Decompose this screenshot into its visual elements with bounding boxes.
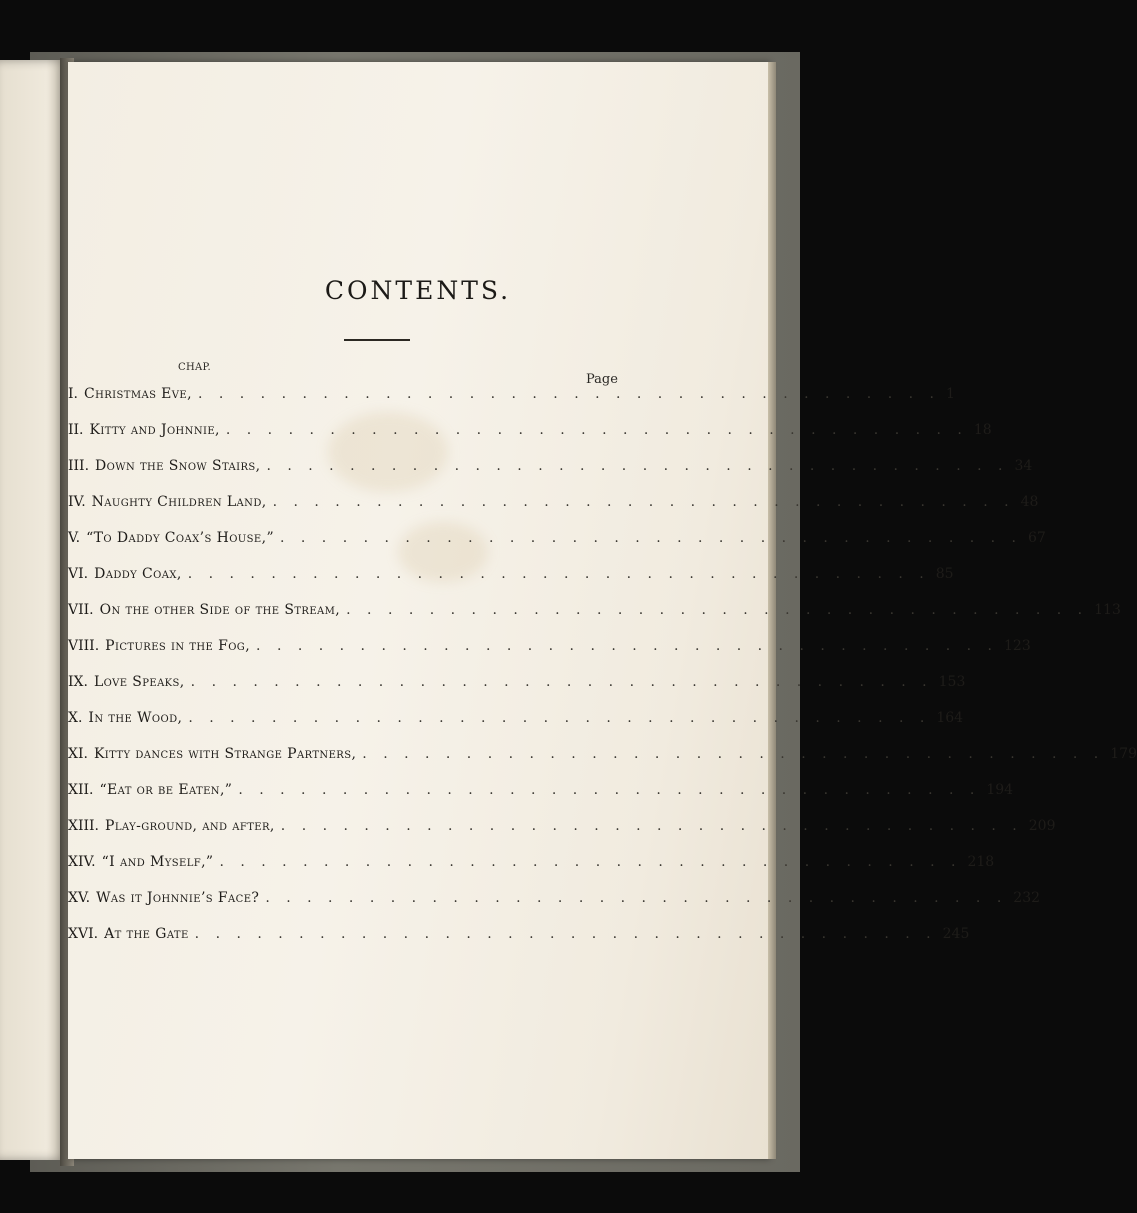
chapter-number: III.	[68, 458, 90, 474]
page-number: 34	[1014, 458, 1033, 474]
chapter-title: Love Speaks,	[93, 674, 185, 690]
page-column-header: Page	[586, 372, 618, 387]
page-number: 218	[967, 854, 995, 870]
left-page	[0, 60, 66, 1160]
toc-entry	[68, 884, 1041, 906]
dot-leader: . . . . . . . . . . . . . . . . . . . . . . . . . . . . . . . . . . . .	[272, 494, 1015, 510]
chapter-number: II.	[68, 422, 84, 438]
table-of-contents	[68, 62, 1137, 1159]
dot-leader: . . . . . . . . . . . . . . . . . . . . . . . . . . . . . . . . . . . .	[190, 674, 933, 690]
page-number: 153	[938, 674, 966, 690]
toc-entry	[68, 524, 1046, 546]
toc-entry	[68, 632, 1031, 654]
page-number: 1	[945, 386, 955, 402]
chapter-number: XV.	[68, 890, 91, 906]
dot-leader: . . . . . . . . . . . . . . . . . . . . . . . . . . . . . . . . . . . .	[194, 926, 937, 942]
dot-leader: . . . . . . . . . . . . . . . . . . . . . . . . . . . . . . . . . . . .	[197, 386, 940, 402]
page-number: 18	[973, 422, 992, 438]
chapter-title: Kitty dances with Strange Partners,	[93, 746, 357, 762]
dot-leader: . . . . . . . . . . . . . . . . . . . . . . . . . . . . . . . . . . . .	[265, 890, 1008, 906]
dot-leader: . . . . . . . . . . . . . . . . . . . . . . . . . . . . . . . . . . . .	[346, 602, 1089, 618]
chapter-title: On the other Side of the Stream,	[99, 602, 341, 618]
dot-leader: . . . . . . . . . . . . . . . . . . . . . . . . . . . . . . . . . . . .	[280, 818, 1023, 834]
page-number: 67	[1027, 530, 1046, 546]
chapter-title: Daddy Coax,	[94, 566, 182, 582]
chapter-title: Down the Snow Stairs,	[95, 458, 261, 474]
chapter-title: “Eat or be Eaten,”	[99, 782, 233, 798]
toc-entry	[68, 380, 955, 402]
chapter-number: VII.	[68, 602, 94, 618]
chapter-title: At the Gate	[104, 926, 189, 942]
chapter-title: Was it Johnnie’s Face?	[96, 890, 260, 906]
chapter-number: I.	[68, 386, 78, 402]
chapter-number: VIII.	[68, 638, 100, 654]
page-number: 232	[1013, 890, 1041, 906]
contents-page	[68, 62, 1137, 1159]
chapter-number: XII.	[68, 782, 94, 798]
dot-leader: . . . . . . . . . . . . . . . . . . . . . . . . . . . . . . . . . . . .	[225, 422, 968, 438]
dot-leader: . . . . . . . . . . . . . . . . . . . . . . . . . . . . . . . . . . . .	[256, 638, 999, 654]
chapter-title: Christmas Eve,	[83, 386, 192, 402]
toc-entry	[68, 668, 966, 690]
toc-entry	[68, 812, 1056, 834]
toc-entry	[68, 740, 1137, 762]
chapter-number: X.	[68, 710, 83, 726]
toc-entry	[68, 776, 1014, 798]
page-number: 48	[1020, 494, 1039, 510]
dot-leader: . . . . . . . . . . . . . . . . . . . . . . . . . . . . . . . . . . . .	[362, 746, 1105, 762]
page-number: 209	[1028, 818, 1056, 834]
chapter-number: IV.	[68, 494, 86, 510]
page-number: 85	[935, 566, 954, 582]
chap-column-header: CHAP.	[178, 362, 211, 373]
chapter-title: Naughty Children Land,	[91, 494, 267, 510]
chapter-title: Kitty and Johnnie,	[89, 422, 220, 438]
chapter-number: XI.	[68, 746, 88, 762]
dot-leader: . . . . . . . . . . . . . . . . . . . . . . . . . . . . . . . . . . . .	[188, 710, 931, 726]
chapter-number: XIII.	[68, 818, 100, 834]
page-number: 123	[1004, 638, 1031, 654]
toc-entry	[68, 596, 1121, 618]
toc-entry	[68, 560, 954, 582]
toc-entry	[68, 416, 992, 438]
chapter-title: In the Wood,	[88, 710, 183, 726]
chapter-number: XVI.	[68, 926, 99, 942]
chapter-number: VI.	[68, 566, 89, 582]
dot-leader: . . . . . . . . . . . . . . . . . . . . . . . . . . . . . . . . . . . .	[266, 458, 1009, 474]
toc-entry	[68, 452, 1033, 474]
chapter-title: “I and Myself,”	[101, 854, 214, 870]
chapter-number: XIV.	[68, 854, 96, 870]
page-number: 113	[1094, 602, 1121, 618]
toc-entry	[68, 920, 970, 942]
chapter-number: V.	[68, 530, 81, 546]
page-number: 245	[942, 926, 970, 942]
dot-leader: . . . . . . . . . . . . . . . . . . . . . . . . . . . . . . . . . . . .	[219, 854, 962, 870]
chapter-title: “To Daddy Coax’s House,”	[86, 530, 274, 546]
dot-leader: . . . . . . . . . . . . . . . . . . . . . . . . . . . . . . . . . . . .	[238, 782, 981, 798]
chapter-title: Play-ground, and after,	[105, 818, 275, 834]
page-title: CONTENTS.	[324, 276, 512, 305]
dot-leader: . . . . . . . . . . . . . . . . . . . . . . . . . . . . . . . . . . . .	[280, 530, 1022, 546]
page-number: 164	[936, 710, 964, 726]
toc-entry	[68, 848, 995, 870]
chapter-title: Pictures in the Fog,	[105, 638, 251, 654]
toc-entry	[68, 488, 1039, 510]
chapter-number: IX.	[68, 674, 88, 690]
dot-leader: . . . . . . . . . . . . . . . . . . . . . . . . . . . . . . . . . . . .	[187, 566, 930, 582]
toc-entry	[68, 704, 964, 726]
page-number: 194	[986, 782, 1014, 798]
page-number: 179	[1110, 746, 1137, 762]
